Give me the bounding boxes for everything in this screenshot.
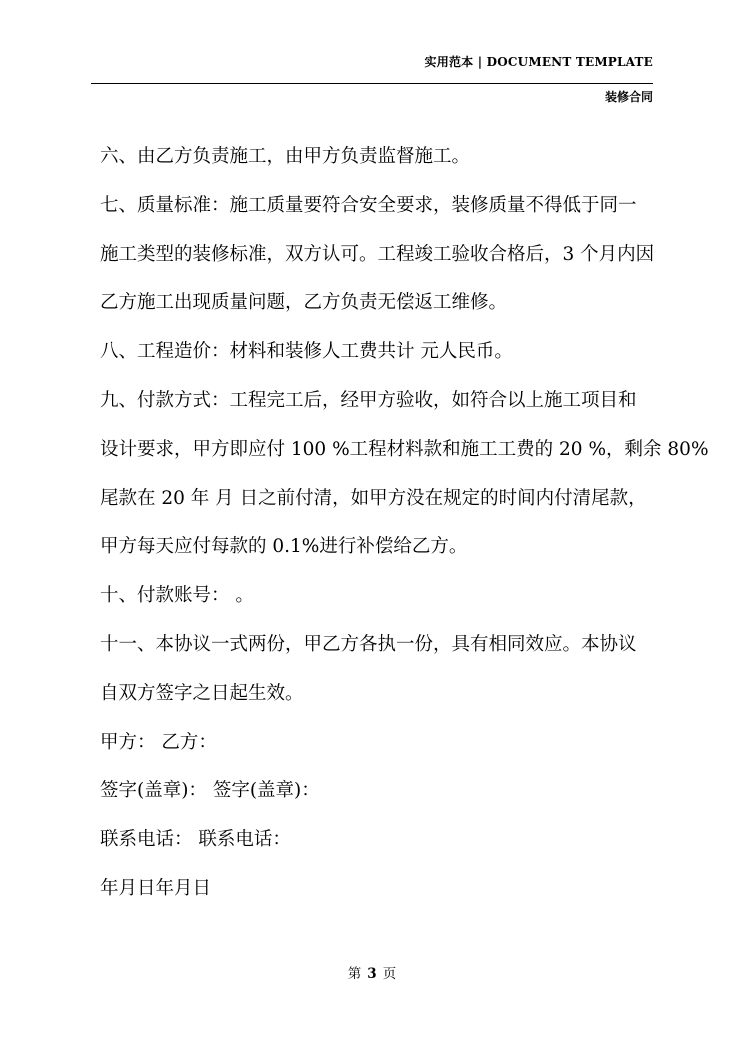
signature-party-line: 甲方： 乙方： — [100, 731, 217, 753]
document-body — [100, 141, 709, 922]
paragraph-line: 七、质量标准：施工质量要符合安全要求，装修质量不得低于同一 — [100, 194, 637, 216]
paragraph-line: 自双方签字之日起生效。 — [100, 682, 304, 704]
paragraph-line: 十、付款账号： 。 — [100, 585, 254, 607]
paragraph-line: 施工类型的装修标准，双方认可。工程竣工验收合格后，3 个月内因 — [100, 243, 655, 265]
page-number-prefix: 第 — [347, 966, 362, 982]
paragraph-line: 九、付款方式：工程完工后，经甲方验收，如符合以上施工项目和 — [100, 389, 637, 411]
signature-date-line: 年月日年月日 — [100, 877, 212, 899]
paragraph-line: 六、由乙方负责施工，由甲方负责监督施工。 — [100, 146, 471, 167]
page-footer — [0, 962, 744, 982]
header-divider — [91, 83, 653, 84]
paragraph-line: 甲方每天应付每款的 0.1%进行补偿给乙方。 — [100, 536, 468, 558]
paragraph-line: 设计要求，甲方即应付 100 %工程材料款和施工工费的 20 %，剩余 80% — [100, 438, 709, 460]
paragraph-line: 乙方施工出现质量问题，乙方负责无偿返工维修。 — [100, 292, 508, 314]
signature-seal-line: 签字(盖章)： 签字(盖章)： — [100, 780, 320, 802]
header-title: 实用范本 | DOCUMENT TEMPLATE — [424, 55, 653, 69]
signature-phone-line: 联系电话： 联系电话： — [100, 829, 291, 851]
header-subtitle: 装修合同 — [604, 90, 653, 104]
paragraph-line: 十一、本协议一式两份，甲乙方各执一份，具有相同效应。本协议 — [100, 633, 637, 655]
paragraph-line: 尾款在 20 年 月 日之前付清，如甲方没在规定的时间内付清尾款， — [100, 487, 647, 509]
paragraph-line: 八、工程造价：材料和装修人工费共计 元人民币。 — [100, 341, 513, 363]
page-number: 3 — [367, 966, 377, 982]
page-number-suffix: 页 — [382, 966, 397, 982]
